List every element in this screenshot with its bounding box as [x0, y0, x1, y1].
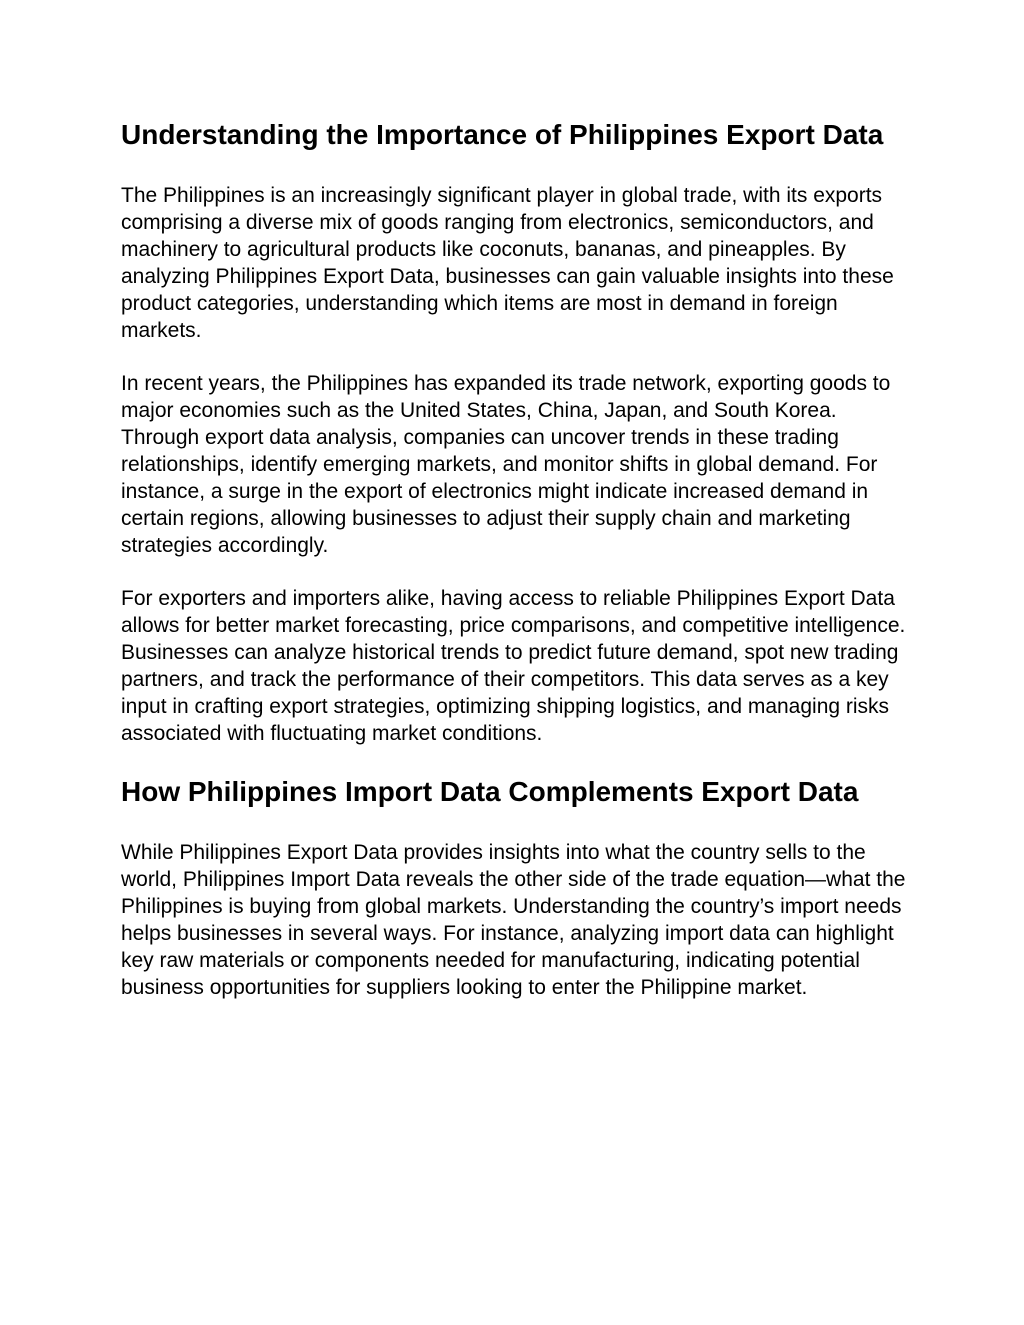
paragraph: The Philippines is an increasingly significant player in global trade, with its exports comprising a diverse mix of goods ranging from electronics, semiconductors, and machinery to agricultural products like coconuts, bananas, and pineapples. By analyzing Philippines Export Data, businesses can gain valuable insights into these product categories, understanding which items are most in demand in foreign markets. [121, 184, 894, 342]
section-heading: How Philippines Import Data Complements Export Data [121, 776, 859, 807]
section-heading: Understanding the Importance of Philippines Export Data [121, 119, 884, 150]
section-export-importance [121, 118, 911, 747]
paragraph: For exporters and importers alike, having access to reliable Philippines Export Data allows for better market forecasting, price comparisons, and competitive intelligence. Businesses can analyze historical trends to predict future demand, spot new trading partners, and track the performance of their competitors. This data serves as a key input in crafting export strategies, optimizing shipping logistics, and managing risks associated with fluctuating market conditions. [121, 587, 906, 745]
document-page [121, 118, 911, 1001]
paragraph: While Philippines Export Data provides insights into what the country sells to the world, Philippines Import Data reveals the other side of the trade equation—what the Philippines is buying from global markets. Understanding the country’s import needs helps businesses in several ways. For instance, analyzing import data can highlight key raw materials or components needed for manufacturing, indicating potential business opportunities for suppliers looking to enter the Philippine market. [121, 841, 906, 999]
section-import-complements [121, 775, 911, 1001]
paragraph: In recent years, the Philippines has expanded its trade network, exporting goods to major economies such as the United States, China, Japan, and South Korea. Through export data analysis, companies can uncover trends in these trading relationships, identify emerging markets, and monitor shifts in global demand. For instance, a surge in the export of electronics might indicate increased demand in certain regions, allowing businesses to adjust their supply chain and marketing strategies accordingly. [121, 372, 891, 557]
